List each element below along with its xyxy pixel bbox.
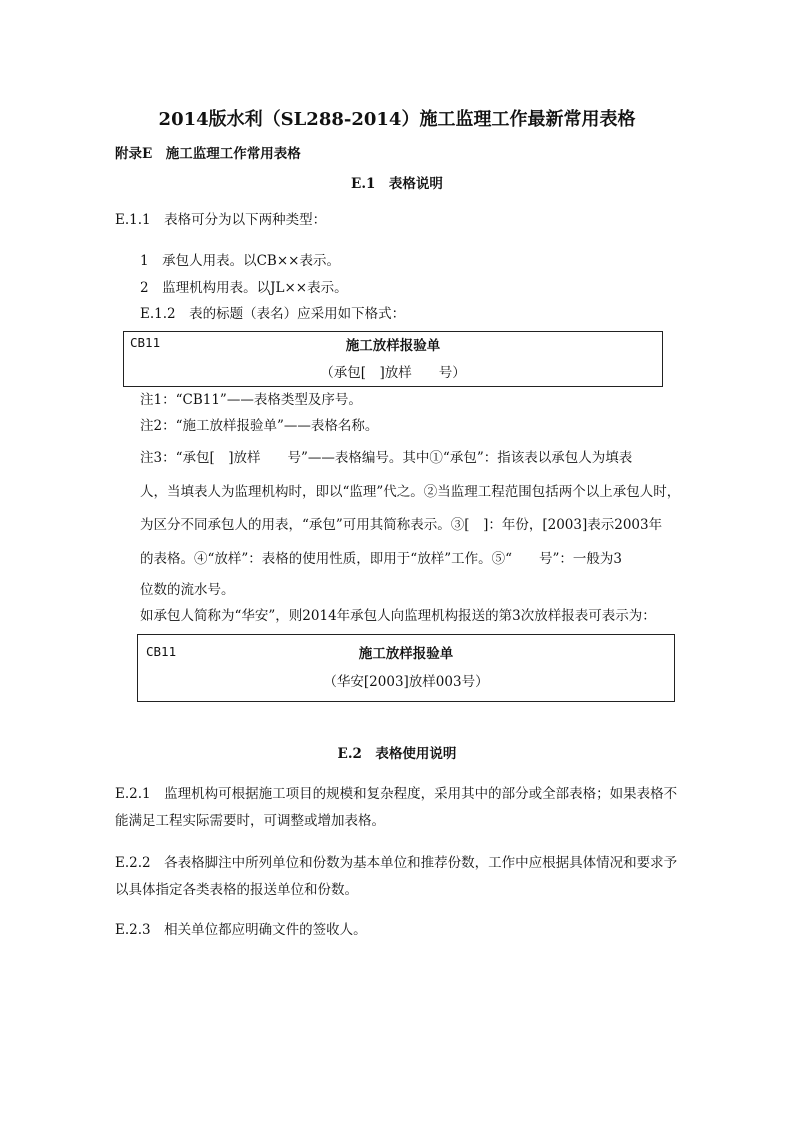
form-title-filled-example-box — [137, 634, 675, 702]
note-3-line-3: 为区分不同承包人的用表，“承包”可用其简称表示。③[ ]：年份，[2003]表示2003年 — [140, 517, 663, 533]
note-3-line-4: 的表格。④“放样”：表格的使用性质，即用于“放样”工作。⑤“ 号”：一般为3 — [140, 551, 622, 567]
form-number: （承包[ ]放样 号） — [320, 365, 466, 381]
note-3-line-2: 人，当填表人为监理机构时，即以“监理”代之。②当监理工程范围包括两个以上承包人时， — [140, 484, 681, 500]
clause-e1-1: E.1.1 表格可分为以下两种类型： — [115, 212, 327, 228]
form-number: （华安[2003]放样003号） — [323, 674, 489, 690]
form-code: CB11 — [130, 335, 161, 350]
appendix-heading: 附录E 施工监理工作常用表格 — [115, 146, 301, 162]
note-3-line-1: 注3：“承包[ ]放样 号”——表格编号。其中①“承包”：指该表以承包人为填表 — [140, 450, 633, 466]
section-heading-e2: E.2 表格使用说明 — [337, 746, 457, 762]
clause-e2-2-line-1: E.2.2 各表格脚注中所列单位和份数为基本单位和推荐份数，工作中应根据具体情况和要求予 — [115, 855, 678, 871]
section-heading-e1: E.1 表格说明 — [351, 176, 443, 192]
list-item-cb: 1 承包人用表。以CB××表示。 — [140, 253, 340, 269]
clause-e2-2-line-2: 以具体指定各类表格的报送单位和份数。 — [115, 882, 358, 898]
clause-e2-1-line-2: 能满足工程实际需要时，可调整或增加表格。 — [115, 813, 385, 829]
form-name: 施工放样报验单 — [345, 338, 441, 354]
note-2: 注2：“施工放样报验单”——表格名称。 — [140, 418, 379, 434]
document-title: 2014版水利（SL288-2014）施工监理工作最新常用表格 — [158, 109, 636, 130]
list-item-jl: 2 监理机构用表。以JL××表示。 — [140, 280, 348, 296]
form-name: 施工放样报验单 — [358, 646, 454, 662]
clause-e2-1-line-1: E.2.1 监理机构可根据施工项目的规模和复杂程度，采用其中的部分或全部表格；如果表格不 — [115, 786, 678, 802]
example-intro: 如承包人简称为“华安”，则2014年承包人向监理机构报送的第3次放样报表可表示为： — [140, 608, 656, 624]
note-3-line-5: 位数的流水号。 — [140, 582, 235, 598]
clause-e2-3: E.2.3 相关单位都应明确文件的签收人。 — [115, 922, 367, 938]
form-title-example-box — [123, 331, 663, 387]
clause-e1-2: E.1.2 表的标题（表名）应采用如下格式： — [140, 306, 406, 322]
note-1: 注1：“CB11”——表格类型及序号。 — [140, 392, 362, 408]
form-code: CB11 — [146, 644, 177, 659]
